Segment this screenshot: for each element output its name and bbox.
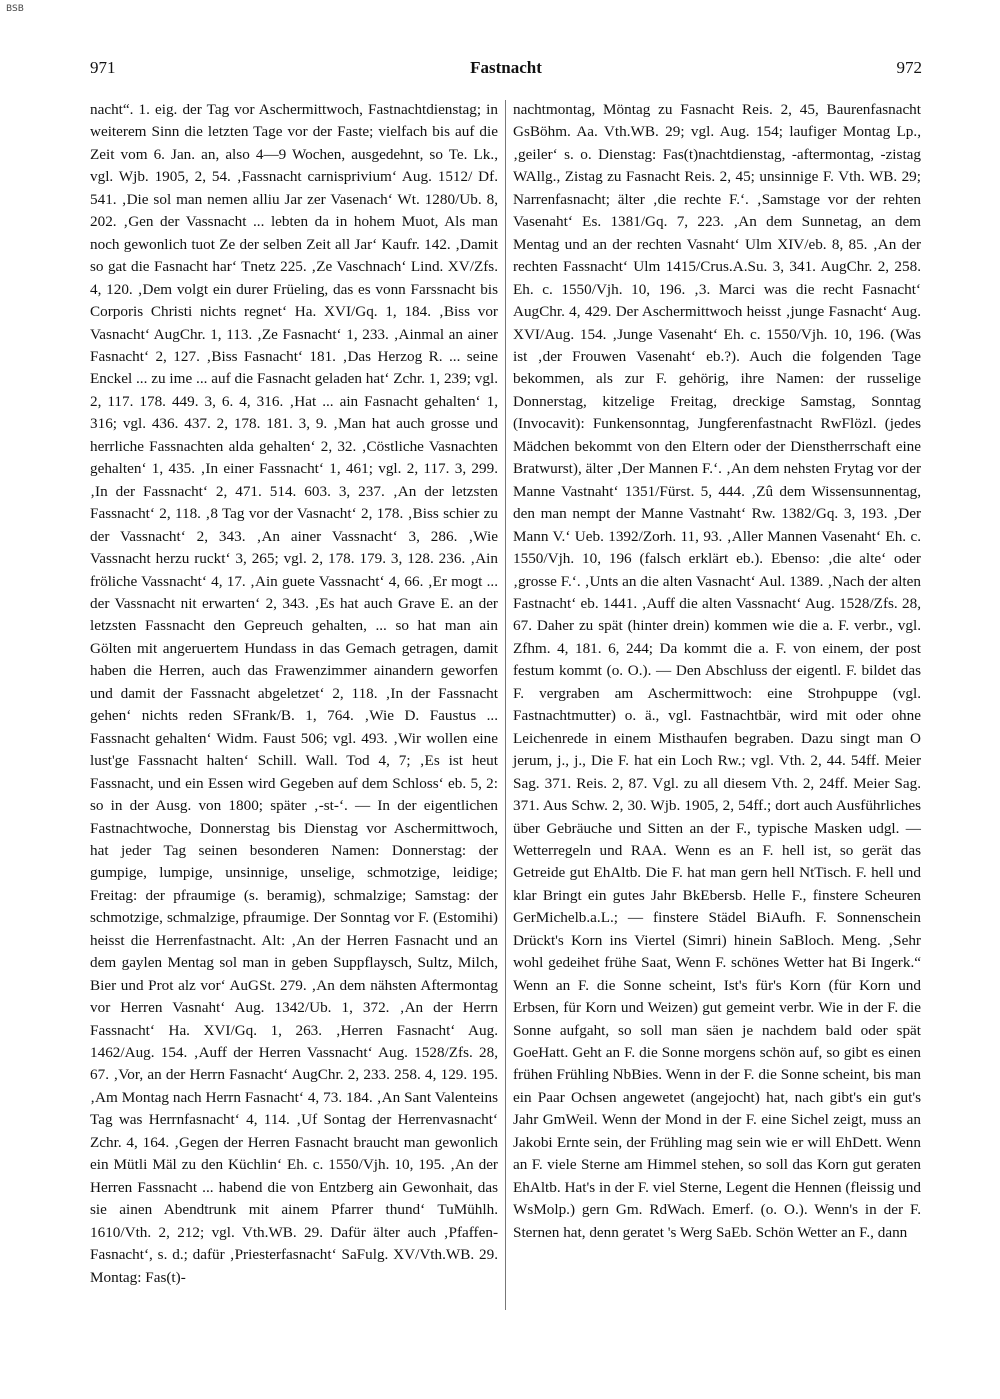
- page-number-left: 971: [90, 58, 116, 77]
- left-column-text: nacht“. 1. eig. der Tag vor Aschermittwoch, Fastnachtdienstag; in weiterem Sinn die letzten Tage vor der Faste; vielfach bis auf die Zeit vom 6. Jan. an, also 4—9 Wochen, ausgedehnt, so Te. Lk., vgl. Wjb. 1905, 2, 54. ‚Fassnacht carnisprivium‘ Aug. 1512/ Df. 541. ‚Die sol man nemen alliu Jar zer Vasenach‘ Wt. 1280/Ub. 8, 202. ‚Gen der Vassnacht ... lebten da in hohem Muot, Als man noch gewonlich tuot Ze der selben Zeit all Jar‘ Kaufr. 142. ‚Damit so gat die Fasnacht har‘ Tnetz 225. ‚Ze Vaschnach‘ Lind. XV/Zfs. 4, 120. ‚Dem volgt ein durer Früeling, das es vonn Farssnacht bis Corporis Christi nichts regnet‘ Ha. XVI/Gq. 1, 184. ‚Biss vor Vasnacht‘ AugChr. 1, 113. ‚Ze Fasnacht‘ 1, 233. ‚Ainmal an ainer Fasnacht‘ 2, 127. ‚Biss Fasnacht‘ 181. ‚Das Herzog R. ... seine Enckel ... zu ime ... auf die Fasnacht geladen hat‘ Zchr. 1, 239; vgl. 2, 117. 178. 449. 3, 6. 4, 316. ‚Hat ... ain Fasnacht gehalten‘ 1, 316; vgl. 436. 437. 2, 178. 181. 3, 9. ‚Man hat auch grosse und herrliche Fassnachten alda gehalten‘ 2, 32. ‚Cöstliche Vasnachten gehalten‘ 1, 435. ‚In einer Fassnacht‘ 1, 461; vgl. 2, 117. 3, 299. ‚In der Fassnacht‘ 2, 471. 514. 603. 3, 237. ‚An der letzsten Fassnacht‘ 2, 118. ‚8 Tag vor der Vasnacht‘ 2, 178. ‚Biss schier zu der Vassnacht‘ 2, 343. ‚An ainer Vassnacht‘ 3, 286. ‚Wie Vassnacht herzu ruckt‘ 3, 265; vgl. 2, 178. 179. 3, 128. 236. ‚Ain fröliche Vassnacht‘ 4, 17. ‚Ain guete Vassnacht‘ 4, 66. ‚Er mogt ... der Vassnacht nit erwarten‘ 2, 343. ‚Es hat auch Grave E. an der letzsten Fassnacht den Gepreuch gehalten, ... so hat man ain Gölten mit angeruertem Hundass in das Gemach getragen, damit haben die Herren, auch das Frawenzimmer ainandern geworfen und damit der Fassnacht abgeletzet‘ 2, 118. ‚In der Fassnacht gehen‘ nichts reden SFrank/B. 1, 764. ‚Wie D. Faustus ... Fassnacht gehalten‘ Widm. Faust 506; vgl. 493. ‚Wir wollen eine lust'ge Fassnacht halten‘ Schill. Wall. Tod 4, 7; ‚Es ist heut Fassnacht, und ein Essen wird Gegeben auf dem Schloss‘ eb. 5, 2: so in der Ausg. von 1800; später ‚-st-‘. — In der eigentlichen Fastnachtwoche, Donnerstag bis Dienstag vor Aschermittwoch, hat jeder Tag seinen besonderen Namen: Donnerstag: der gumpige, lumpige, unsinnige, unselige, schmotzige, leidige; Freitag: der pfraumige (s. beramig), schmalzige; Samstag: der schmotzige, schmalzige, pfraumige. Der Sonntag vor F. (Estomihi) heisst die Herrenfastnacht. Alt: ‚An der Herren Fasnacht und an dem gaylen Mentag sol man in geben Suppflaysch, Sultz, Milch, Bier und Prot alz vor‘ AuGSt. 279. ‚An dem nähsten Aftermontag vor Herren Vasnaht‘ Aug. 1342/Ub. 1, 372. ‚An der Herrn Fassnacht‘ Ha. XVI/Gq. 1, 263. ‚Herren Fasnacht‘ Aug. 1462/Aug. 154. ‚Auff der Herren Vassnacht‘ Aug. 1528/Zfs. 28, 67. ‚Vor, an der Herrn Fasnacht‘ AugChr. 2, 233. 258. 4, 129. 195. ‚Am Montag nach Herrn Fasnacht‘ 4, 73. 184. ‚An Sant Valenteins Tag was Herrnfasnacht‘ 4, 114. ‚Uf Sontag der Herrenvasnacht‘ Zchr. 4, 164. ‚Gegen der Herren Fasnacht braucht man gewonlich ein Mütli Mäl zu den Küchlin‘ Eh. c. 1550/Vjh. 10, 195. ‚An der Herren Fassnacht ... habend die von Entzberg ain Gewonhait, das sie ainen Abendtrunk mit ainem Pfarrer thund‘ TuMühlh. 1610/Vth. 2, 212; vgl. Vth.WB. 29. Dafür älter auch ‚Pfaffen-Fasnacht‘, s. d.; dafür ‚Priesterfasnacht‘ SaFulg. XV/Vth.WB. 29. Montag: Fas(t)-: [90, 101, 498, 1286]
- column-divider: [505, 100, 506, 1310]
- page-title: Fastnacht: [470, 58, 542, 77]
- right-column-text: nachtmontag, Möntag zu Fasnacht Reis. 2, 45, Baurenfasnacht GsBöhm. Aa. Vth.WB. 29; vgl. Aug. 154; laufiger Montag Lp., ‚geiler‘ s. o. Dienstag: Fas(t)nachtdienstag, -aftermontag, -zistag WAllg., Zistag zu Fasnacht Reis. 2, 45; unsinnige F. Vth. WB. 29; Narrenfasnacht; älter ‚die rechte F.‘. ‚Samstage vor der rehten Vasenaht‘ Es. 1381/Gq. 7, 223. ‚An dem Sunnetag, an dem Mentag und an der rechten Vasnaht‘ Ulm XIV/eb. 8, 85. ‚An der rechten Fassnacht‘ Ulm 1415/Crus.A.Su. 3, 341. AugChr. 2, 258. Eh. c. 1550/Vjh. 10, 196. ‚3. Marci was die recht Fasnacht‘ AugChr. 4, 429. Der Aschermittwoch heisst ‚junge Fasnacht‘ Aug. XVI/Aug. 154. ‚Junge Vasenaht‘ Eh. c. 1550/Vjh. 10, 196. (Was ist ‚der Frouwen Vasenaht‘ eb.?). Auch die folgenden Tage bekommen, als zur F. gehörig, ihre Namen: der russelige Donnerstag, kitzelige Freitag, dreckige Samstag, Sonntag (Invocavit): Funkensonntag, Jungferenfastnacht RwFlözl. (jedes Mädchen bekommt von den Eltern oder der Dienstherrschaft eine Bratwurst), älter ‚Der Mannen F.‘. ‚An dem nehsten Frytag vor der Manne Vastnaht‘ 1351/Fürst. 5, 444. ‚Zû dem Wissensunnentag, den man nempt der Manne Vastnaht‘ Rw. 1382/Gq. 3, 193. ‚Der Mann V.‘ Ueb. 1392/Zorh. 11, 93. ‚Aller Mannen Vasenaht‘ Eh. c. 1550/Vjh. 10, 196 (falsch erklärt eb.). Ebenso: ‚die alte‘ oder ‚grosse F.‘. ‚Unts an die alten Vasnacht‘ Aul. 1389. ‚Nach der alten Fastnacht‘ eb. 1441. ‚Auff die alten Vassnacht‘ Aug. 1528/Zfs. 28, 67. Daher zu spät (hinter drein) kommen wie die a. F. verbr., vgl. Zfhm. 4, 181. 6, 244; Da kommt die a. F. von einem, der post festum kommt (o. O.). — Den Abschluss der eigentl. F. bildet das F. vergraben am Aschermittwoch: eine Strohpuppe (vgl. Fastnachtmutter) o. ä., vgl. Fastnachtbär, wird mit oder ohne Leichenrede in einem Misthaufen begraben. Dazu singt man O jerum, j., j., Die F. hat ein Loch Rw.; vgl. Vth. 2, 44. 54ff. Meier Sag. 371. Reis. 2, 87. Vgl. zu all diesem Vth. 2, 24ff. Meier Sag. 371. Aus Schw. 2, 30. Wjb. 1905, 2, 54ff.; dort auch Ausführliches über Gebräuche und Sitten an der F., typische Masken udgl. — Wetterregeln und RAA. Wenn es an F. hell ist, so gerät das Getreide gut EhAltb. Die F. hat man gern hell NtTisch. F. hell und klar Bringt ein gutes Jahr BkEbersb. Helle F., finstere Scheuren GerMichelb.a.L.; — finstere Städel BiAufh. F. Sonnenschein Drückt's Korn ins Viertel (Simri) hinein SaBloch. Meng. ‚Sehr wohl gedeihet frühe Saat, Wenn F. schönes Wetter hat Bi Ingerk.“ Wenn an F. die Sonne scheint, Ist's für's Korn (für Korn und Erbsen, für Korn und Weizen) gut gemeint verbr. Wie in der F. die Sonne aufgaht, so soll man säen je nachdem bald oder spät GoeHatt. Geht an F. die Sonne morgens schön auf, so gibt es einen frühen Frühling NbBies. Wenn in der F. die Sonne scheint, bis man ein Paar Ochsen angewetet (angejocht) hat, nach gibt's ein gut's Jahr GmWeil. Wenn der Mond in der F. eine Sichel zeigt, muss an Jakobi Ernte sein, der Frühling mag sein wie er will EhDett. Wenn an F. viele Sterne am Himmel stehen, so soll das Korn gut geraten EhAltb. Hat's in der F. viel Sterne, Legent die Hennen (fleissig und WsMolp.) gern Gm. RdWach. Emerf. (o. O.). Wenn's in der F. Sternen hat, denn geratet 's Werg SaEb. Schön Wetter an F., dann: [513, 101, 921, 1241]
- page-header: [90, 58, 922, 84]
- library-stamp: BSB: [6, 4, 24, 14]
- page-number-right: 972: [896, 58, 922, 77]
